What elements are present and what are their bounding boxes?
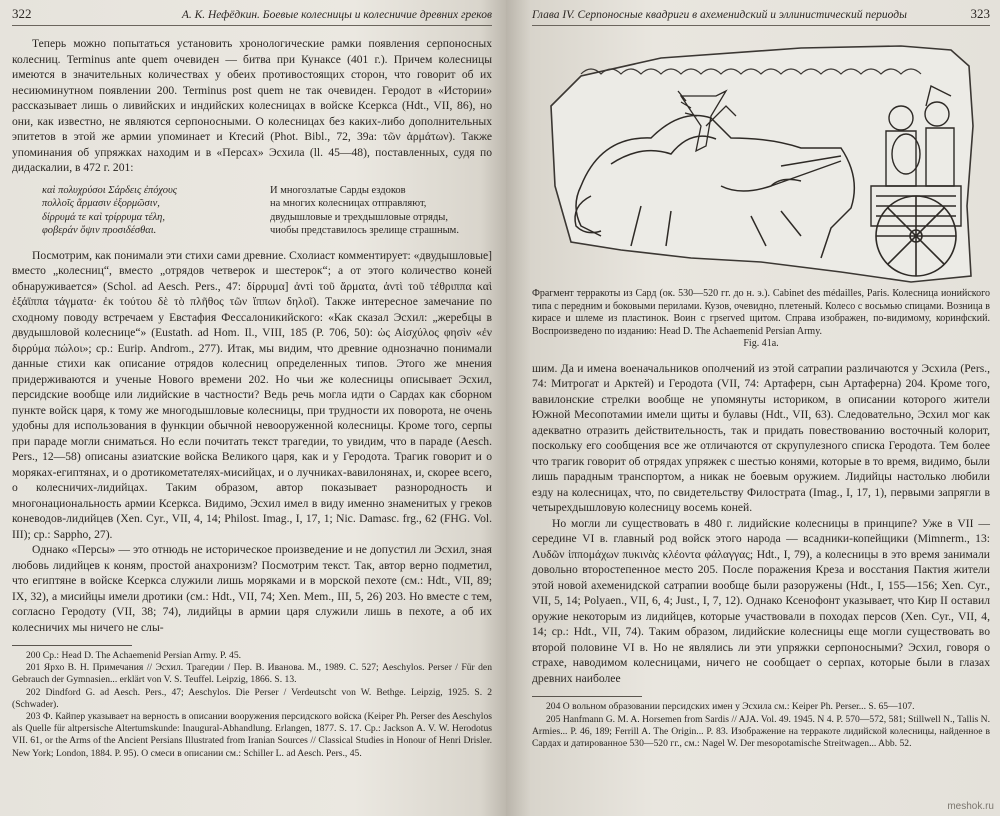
left-paragraph-3: Однако «Персы» — это отнюдь не историческое произведение и не допустил ли Эсхил, зная любовь лидийцев к коням, простой анахронизм? Посмотрим текст. Так, автор верно подметил, что египтяне в войске Ксеркса служили лишь моряками и в морской пехоте (см.: Hdt., VII, 89; IX, 32), а мисийцы имели дротики (см.: Hdt., VII, 74; Xen. Mem., III, 5, 26) 203. Но вместе с тем, согласно Геродоту (VII, 38; 74), лидийцы в армии царя служили лишь в пехоте, а об их колесничих мы ничего не слы- [12, 543, 492, 634]
right-running-title: Глава IV. Серпоносные квадриги в ахеменидский и эллинистический периоды [532, 9, 907, 21]
verse-russian [270, 184, 459, 238]
watermark: meshok.ru [947, 801, 994, 812]
footnote-205: 205 Hanfmann G. M. A. Horsemen from Sardis // AJA. Vol. 49. 1945. N 4. P. 570—572, 581; Stillwell N., Tallis N. Armies... P. 46, 189; Ferrill A. The Origin... P. 83. Изображение на терракоте лидийской колесницы, найденное в Сардах и датированное 530—520 гг., см.: Nagel W. Der mesopotamische Streitwagen... Abb. 52. [532, 713, 990, 750]
verse-line: πολλοῖς ἅρμασιν ἐξορμῶσιν, [42, 198, 160, 209]
verse-block [42, 184, 492, 238]
right-running-head [532, 6, 990, 26]
verse-line: двудышловые и трехдышловые отряды, [270, 211, 448, 223]
footnote-201: 201 Ярхо В. Н. Примечания // Эсхил. Трагедии / Пер. В. Иванова. М., 1989. С. 527; Aeschylos. Perser / Für den Gebrauch der Gymnasien... erklärt von V. S. Teuffel. Leipzig, 1866. S. 13. [12, 662, 492, 686]
footnote-203: 203 Ф. Кайпер указывает на верность в описании вооружения персидского войска (Keiper Ph. Perser des Aeschylos als Quelle für altpersische Altertumskunde: Inaugural-Abhandlung. Erlangen, 1877. S. 17. Ср.: Jackson A. V. W. Herodotus VII. 61, or the Arms of the Ancient Persians Illustrated from Iranian Sources // Classical Studies in Honour of Henri Drisler. New York; London, 1884. P. 95). О смеси в описании см.: Schiller L. ad Aesch. Pers., 45. [12, 711, 492, 759]
verse-greek [42, 184, 242, 238]
verse-line: καὶ πολυχρύσοι Σάρδεις ἐπόχους [42, 184, 178, 196]
left-paragraph-1: Теперь можно попытаться установить хронологические рамки появления серпоносных колесниц. Terminus ante quem очевиден — битва при Кунаксе (401 г.). Причем колесницы имеются в значительных количествах у обеих противостоящих сторон, что говорит об их несиюминутном появлении 200. Terminus post quem не так очевиден. Геродот в «Истории» рассказывает лишь о ливийских и индийских колесницах в войске Ксеркса (Hdt., VII, 86), но они, как известно, не являются серпоносными. О колесницах без каких-либо дополнительных эпитетов в этой же армии упоминает и Ктесий (Phot. Bibl., 72, 39a: τῶν ἁρμάτων). Также упоминания об упряжках находим и в «Персах» Эсхила (ll. 45—48), поставленных, судя по дидаскалии, в 472 г. 201: [12, 37, 492, 174]
left-running-title: А. К. Нефёдкин. Боевые колесницы и колесничие древних греков [181, 9, 492, 21]
left-footnotes [12, 650, 492, 760]
fragment-outline [551, 46, 973, 282]
verse-line: δίρρυμά τε καὶ τρίρρυμα τέλη, [42, 211, 166, 223]
terracotta-figure [541, 36, 981, 284]
left-paragraph-2: Посмотрим, как понимали эти стихи сами древние. Схолиаст комментирует: «двудышловые] вместо „колесниц“, вместо „отрядов четверок и шестерок“; а от этого количество коней обнаруживается» (Schol. ad Aesch. Pers., 47: δίρρυμα] ἀντὶ τοῦ ἅρματα, ἀντὶ τοῦ τέθριππα καὶ ἑξάϊππα τάγματα· ἐκ τούτου δὲ τὸ πλῆθος τῶν ἵππων δηλοῖ). Также интересное замечание по сходному поводу встречаем у Евстафия Фессалоникийского: «Как сказал Эсхил: „жеребцы в двудышловой колеснице“» (Eustath. ad Hom. Il., VIII, 185 (P. 706, 50): ὡς Αἰσχύλος φησὶν «ἐν διρρύμα πώλοι»; ср.: Eurip. Androm., 277). Итак, мы видим, что древние однозначно понимали данные стихи как описание отрядов колесниц определенных типов. Этого же мнения придерживаются и ученые Нового времени 202. Но чьи же колесницы описывает Эсхил, персидские вообще или лидийские в частности? Ведь речь могла идти о Сардах как сборном пункте войск царя, к тому же многодышловые колесницы, при трудности их поворота, не очень удобны для использования в функции обычной невооруженной колесницы. Кроме того, серпы при параде могли сниматься. Но если почитать текст трагедии, то увидим, что в параде (Aesch. Pers., 12—58) описаны азиатские войска Великого царя, как и у Геродота. Трагик говорит и о моряках-египтянах, и о дротикометателях-мисийцах, и о лучниках-вавилонянах, и, скорее всего, о колесничих-лидийцах. Таким образом, автор показывает разнородность и многонациональность армии Ксеркса. Видимо, Эсхил имел в виду именно знаменитых у греков коневодов-лидийцев (Xen. Cyr., VII, 4, 14; Philost. Imag., I, 17, 1; Nic. Damasc. frg., 62 (FHG. Vol. III); ср.: Sappho, 27). [12, 248, 492, 541]
verse-line: φοβεράν ὄψιν προσιδέσθαι. [42, 225, 157, 236]
footnote-200: 200 Ср.: Head D. The Achaemenid Persian Army. P. 45. [26, 650, 242, 661]
right-footnote-rule [532, 696, 642, 697]
chariot-relief-illustration [541, 36, 981, 284]
left-running-head [12, 6, 492, 26]
verse-line: на многих колесницах отправляют, [270, 198, 427, 209]
figure-caption [532, 288, 990, 351]
verse-line: чиобы представилось зрелище страшным. [270, 225, 459, 236]
right-page-number: 323 [970, 6, 990, 21]
caption-text: Фрагмент терракоты из Сард (ок. 530—520 гг. до н. э.). Cabinet des médailles, Paris. Колесница ионийского типа с передним и боковыми перилами. Кузов, очевидно, плетеный. Колесо с восьмью спицами. Возница в кирасе и шлеме из пластинок. Воин с грserved щитом. Справа изображен, по-видимому, коринфский. Воспроизведено по изданию: Head D. The Achaemenid Persian Army. [532, 288, 990, 337]
verse-line: И многозлатые Сарды ездоков [270, 184, 406, 196]
footnote-204: 204 О вольном образовании персидских имен у Эсхила см.: Keiper Ph. Perser... S. 65—107. [546, 701, 915, 713]
caption-figure-ref: Fig. 41a. [743, 338, 779, 350]
footnote-202: 202 Dindford G. ad Aesch. Pers., 47; Aeschylos. Die Perser / Verdeutscht von W. Bethge. Leipzig, 1925. S. 2 (Schwader). [12, 686, 492, 710]
right-footnotes [532, 701, 990, 750]
chariot-wheel [876, 196, 956, 276]
right-paragraph-2: Но могли ли существовать в 480 г. лидийские колесницы в принципе? Уже в VII — середине VI в. главный род войск этого народа — всадники-копейщики (Mimnerm., 13: Λυδῶν ἱππομάχων πυκινὰς κλέοντα φάλαγγας; Hdt., I, 79), а колесницы в это время занимали довольно второстепенное место 205. После поражения Креза и восстания Пактия жители этой новой ахеменидской сатрапии вообще были разоружены (Hdt., I, 155—156; Xen. Cyr., VII, 5, 14; Polyaen., VII, 6, 4; Just., I, 7, 12). Однако Ксенофонт указывает, что Кир II оставил оружие некоторым из лидийцев, которые участвовали в походах персов (Xen. Cyr., VII, 4, 14; ср.: Hdt., VII, 74). Таким образом, лидийские колесницы еще могли существовать во второй половине VI в. Но не являлись ли эти упряжки серпоносными? Эсхил, говоря о страхе, наводимом колесницами, ничего не сообщает о серпах, которые были в глазах древних наиболее [532, 516, 990, 685]
left-footnote-rule [12, 645, 132, 646]
right-paragraph-1: шим. Да и имена военачальников ополчений из этой сатрапии различаются у Эсхила (Pers., 74: Митрогат и Арктей) и Геродота (VII, 74: Артаферн, сын Артаферна) 204. Кроме того, вавилонские стрелки вообще не упомянуты историком, в описании которого жители Южной Месопотамии имели щиты и булавы (Hdt., VII, 63). Следовательно, Эсхил мог как адекватно отразить действительность, так и придать повествованию восточный колорит, поскольку его сообщения все же отличаются от скрупулезного списка Геродота. Тем более что трагик говорит об отрядах упряжек с шестью конями, которые в то время, видимо, были лишь парадным транспортом, а никак не боевым оружием. Лидийцы настолько любили езду на колесницах, что, по свидетельству Филострата (Imag., I, 17, 1), первыми запрягли в четырехдышловую колесницу восемь коней. [532, 361, 990, 515]
right-page [506, 0, 1000, 816]
left-page-number: 322 [12, 6, 32, 21]
